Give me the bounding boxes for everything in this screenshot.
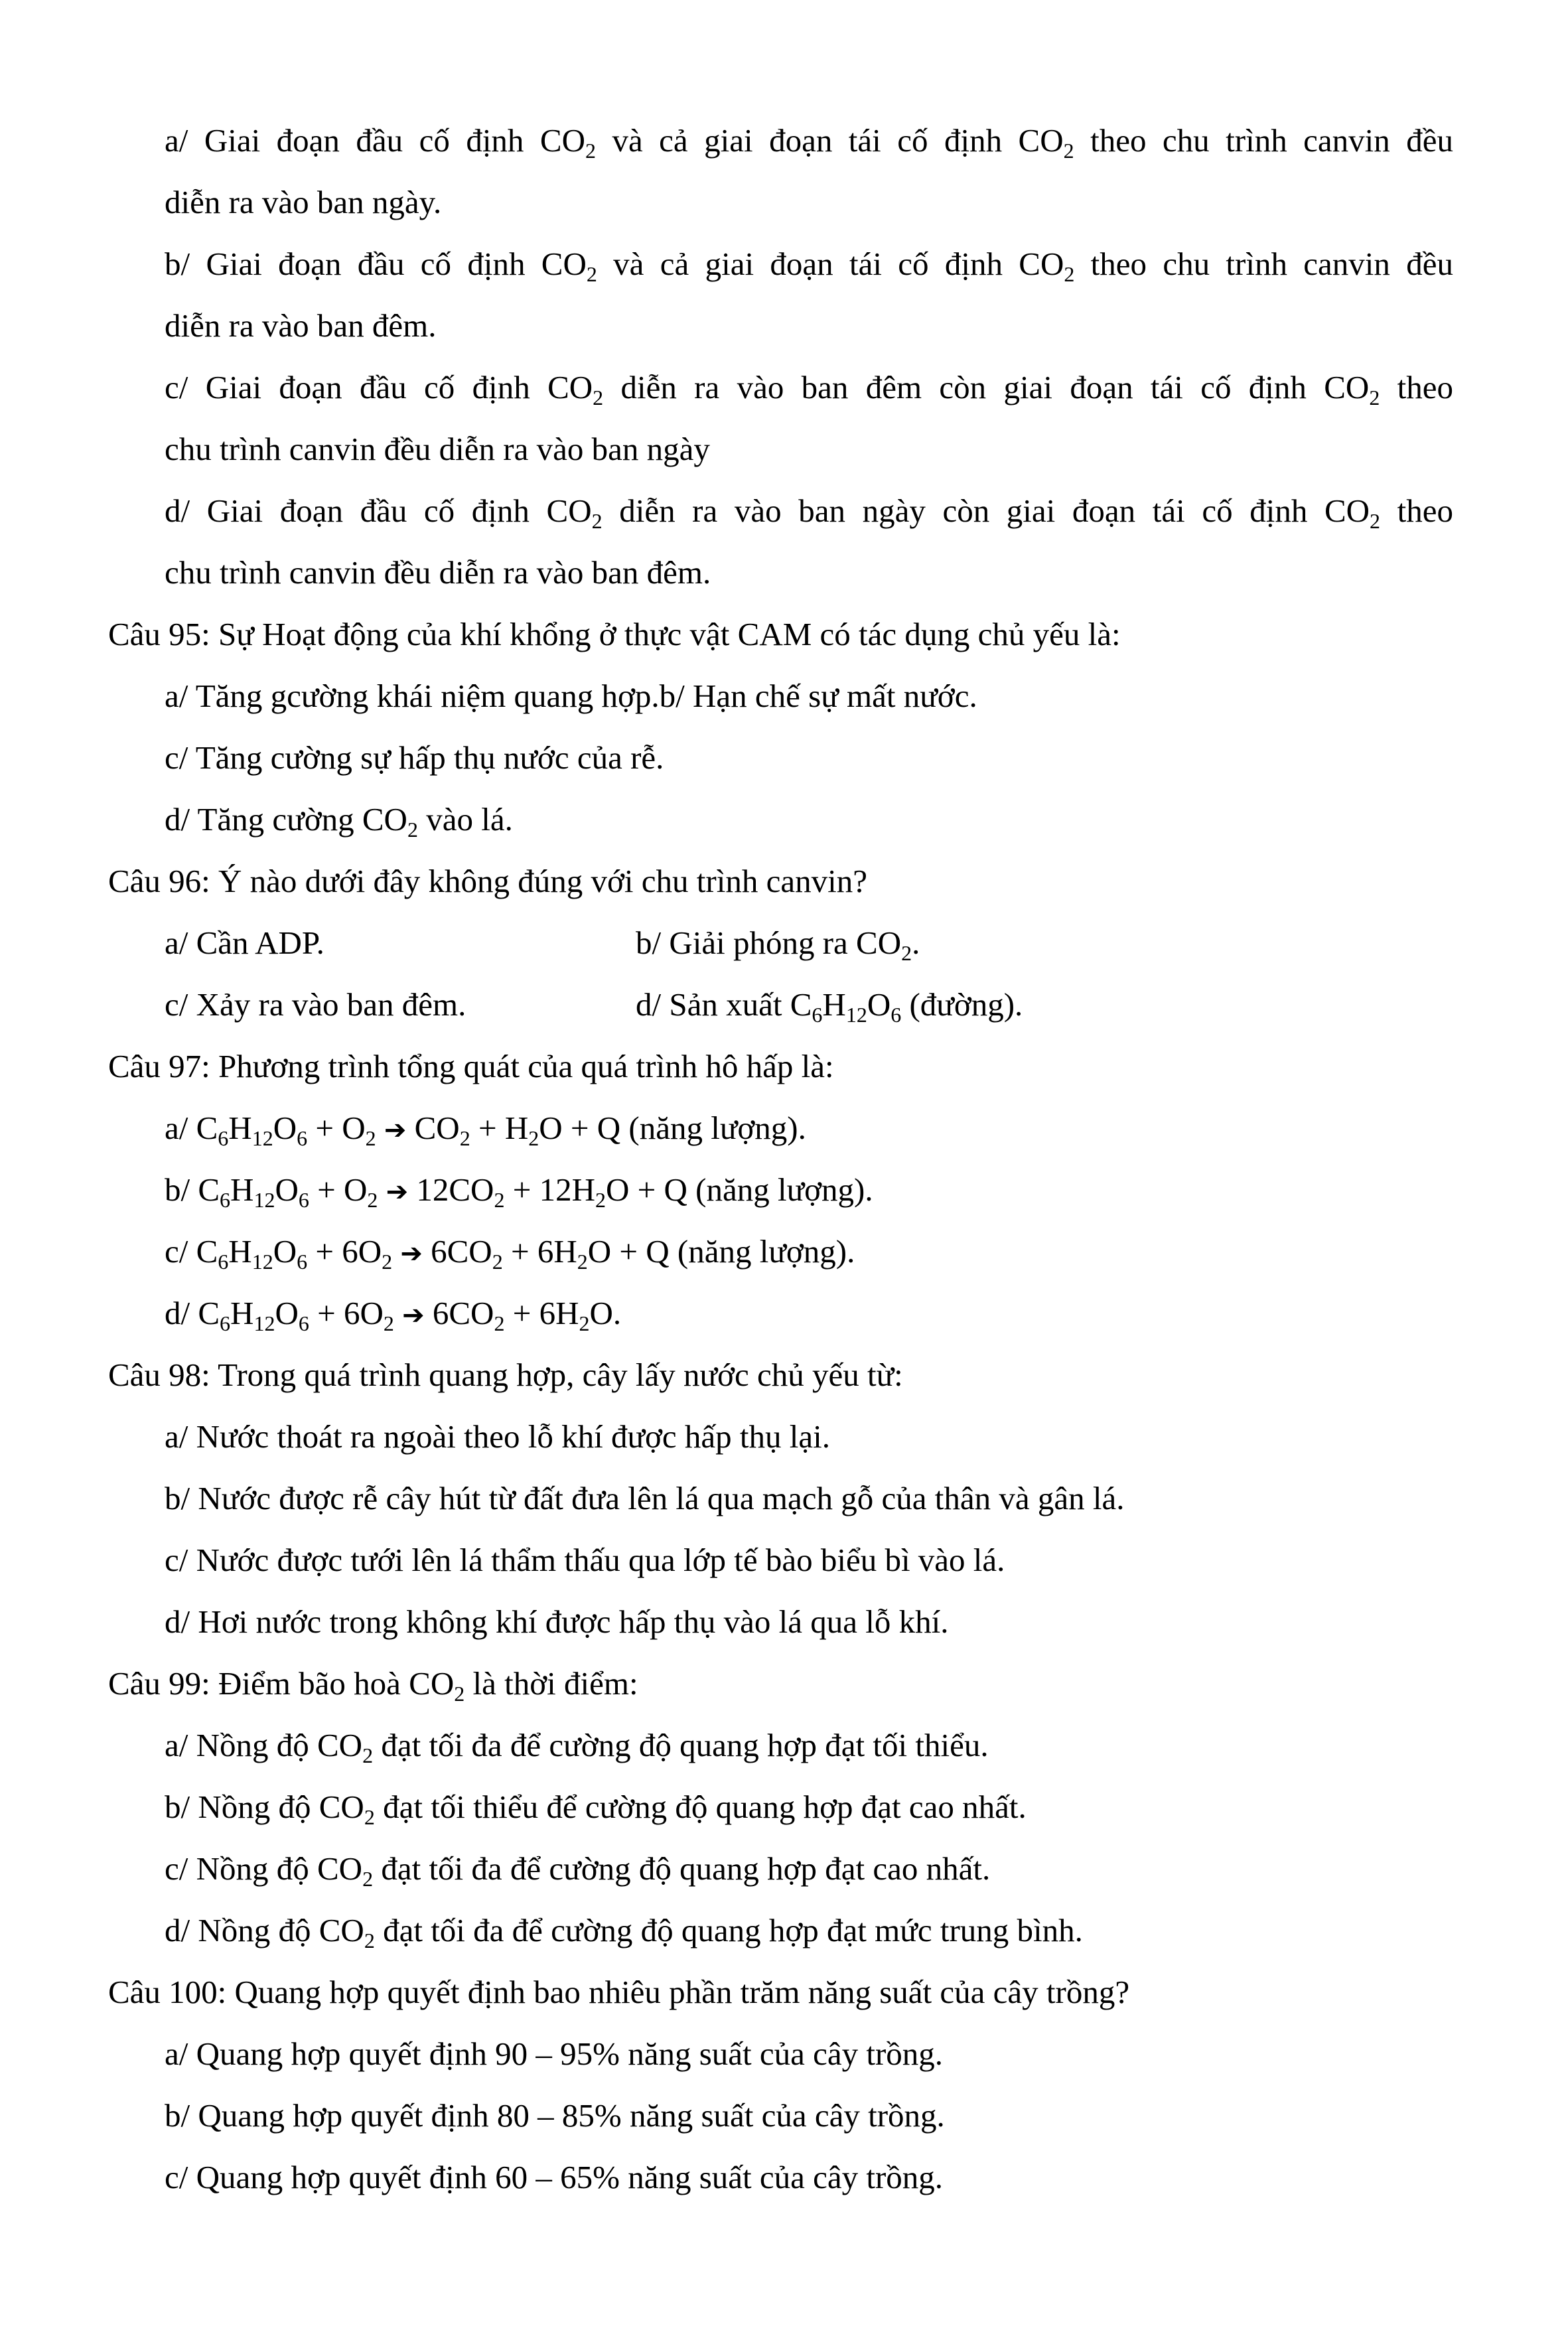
q98-question: Câu 98: Trong quá trình quang hợp, cây lấy nước chủ yếu từ: — [108, 1357, 903, 1393]
q94-option-a: a/ Giai đoạn đầu cố định $CO_2$ và cả giai đoạn tái cố định $CO_2$ theo chu trình canvin đều — [165, 122, 1453, 163]
arrow-icon: ➔ — [384, 1115, 407, 1145]
arrow-icon: ➔ — [386, 1177, 409, 1207]
q100-option-b: b/ Quang hợp quyết định 80 – 85% năng suất của cây trồng. — [165, 2097, 945, 2134]
q94-option-b-cont: diễn ra vào ban đêm. — [165, 307, 437, 344]
q100-option-a: a/ Quang hợp quyết định 90 – 95% năng suất của cây trồng. — [165, 2035, 944, 2072]
q96-options-ab — [165, 923, 920, 965]
q98-option-c: c/ Nước được tưới lên lá thẩm thấu qua lớp tế bào biểu bì vào lá. — [165, 1542, 1005, 1578]
arrow-icon: ➔ — [400, 1238, 423, 1269]
q94-option-a-cont: diễn ra vào ban ngày. — [165, 184, 442, 220]
q95-option-b: b/ Hạn chế sự mất nước. — [659, 678, 977, 714]
q95-option-d: d/ Tăng cường $CO_2$ vào lá. — [165, 801, 513, 842]
arrow-icon: ➔ — [402, 1300, 425, 1331]
q96-options-cd — [165, 985, 1023, 1027]
q98-option-b: b/ Nước được rễ cây hút từ đất đưa lên lá qua mạch gỗ của thân và gân lá. — [165, 1480, 1125, 1516]
q95-option-a: a/ Tăng gcường khái niệm quang hợp. — [165, 678, 660, 714]
q94-option-c-cont: chu trình canvin đều diễn ra vào ban ngày — [165, 431, 710, 467]
q95-option-c: c/ Tăng cường sự hấp thụ nước của rễ. — [165, 739, 664, 776]
q94-option-b: b/ Giai đoạn đầu cố định $CO_2$ và cả giai đoạn tái cố định $CO_2$ theo chu trình canvin đều — [165, 246, 1453, 286]
q95-options-ab — [165, 676, 977, 716]
q100-option-c: c/ Quang hợp quyết định 60 – 65% năng suất của cây trồng. — [165, 2159, 944, 2195]
q99-option-d: d/ Nồng độ $CO_2$ đạt tối đa để cường độ quang hợp đạt mức trung bình. — [165, 1912, 1083, 1952]
q99-option-c: c/ Nồng độ $CO_2$ đạt tối đa để cường độ quang hợp đạt cao nhất. — [165, 1850, 991, 1891]
q95-question: Câu 95: Sự Hoạt động của khí khổng ở thực vật CAM có tác dụng chủ yếu là: — [108, 616, 1121, 652]
q98-option-a: a/ Nước thoát ra ngoài theo lỗ khí được hấp thụ lại. — [165, 1418, 831, 1455]
q96-option-a: a/ Cần ADP. — [165, 924, 324, 961]
q100-question: Câu 100: Quang hợp quyết định bao nhiêu phần trăm năng suất của cây trồng? — [108, 1974, 1130, 2010]
q97-option-c: c/ $C_6H_{12}O_6 + 6O_2$ ➔ $6CO_2 + 6H_2O + Q$ (năng lượng). — [165, 1233, 855, 1274]
q94-option-c: c/ Giai đoạn đầu cố định $CO_2$ diễn ra vào ban đêm còn giai đoạn tái cố định $CO_2$ theo — [165, 369, 1454, 409]
q99-question: Câu 99: Điểm bão hoà $CO_2$ là thời điểm: — [108, 1665, 638, 1706]
q97-option-b: b/ $C_6H_{12}O_6 + O_2$ ➔ $12CO_2 + 12H_2O + Q$ (năng lượng). — [165, 1171, 873, 1212]
q96-option-c: c/ Xảy ra vào ban đêm. — [165, 986, 466, 1023]
q94-option-d: d/ Giai đoạn đầu cố định $CO_2$ diễn ra vào ban ngày còn giai đoạn tái cố định $CO_2$ theo — [165, 492, 1453, 533]
q97-option-d: d/ $C_6H_{12}O_6 + 6O_2$ ➔ $6CO_2 + 6H_2O$. — [165, 1295, 622, 1335]
q96-question: Câu 96: Ý nào dưới đây không đúng với chu trình canvin? — [108, 863, 867, 899]
q94-option-d-cont: chu trình canvin đều diễn ra vào ban đêm. — [165, 554, 711, 591]
q96-option-b: b/ Giải phóng ra $CO_2$. — [636, 924, 920, 965]
q99-option-a: a/ Nồng độ $CO_2$ đạt tối đa để cường độ quang hợp đạt tối thiểu. — [165, 1727, 989, 1767]
q99-option-b: b/ Nồng độ $CO_2$ đạt tối thiểu để cường độ quang hợp đạt cao nhất. — [165, 1789, 1027, 1829]
q97-option-a: a/ $C_6H_{12}O_6 + O_2$ ➔ $CO_2 + H_2O + Q$ (năng lượng). — [165, 1110, 806, 1150]
q96-option-d: d/ Sản xuất $C_6H_{12}O_6$ (đường). — [636, 986, 1023, 1027]
q98-option-d: d/ Hơi nước trong không khí được hấp thụ vào lá qua lỗ khí. — [165, 1603, 949, 1640]
q97-question: Câu 97: Phương trình tổng quát của quá trình hô hấp là: — [108, 1048, 834, 1084]
